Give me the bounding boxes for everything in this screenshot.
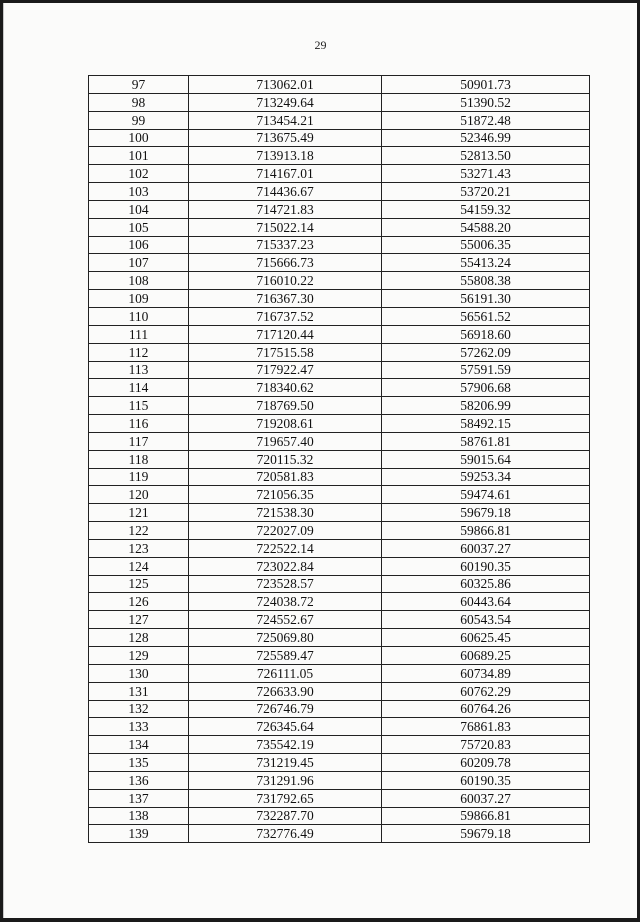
point-number-cell: 126	[89, 593, 189, 611]
y-value-cell: 60762.29	[382, 682, 590, 700]
point-number-cell: 111	[89, 325, 189, 343]
table-row	[89, 539, 590, 557]
x-value-cell: 713062.01	[189, 76, 382, 94]
table-row	[89, 379, 590, 397]
point-number-cell: 119	[89, 468, 189, 486]
y-value-cell: 58761.81	[382, 432, 590, 450]
y-value-cell: 60037.27	[382, 789, 590, 807]
table-row	[89, 664, 590, 682]
y-value-cell: 55808.38	[382, 272, 590, 290]
point-number-cell: 129	[89, 647, 189, 665]
y-value-cell: 60325.86	[382, 575, 590, 593]
point-number-cell: 97	[89, 76, 189, 94]
table-row	[89, 486, 590, 504]
point-number-cell: 112	[89, 343, 189, 361]
point-number-cell: 122	[89, 522, 189, 540]
x-value-cell: 717515.58	[189, 343, 382, 361]
x-value-cell: 715666.73	[189, 254, 382, 272]
point-number-cell: 138	[89, 807, 189, 825]
y-value-cell: 56918.60	[382, 325, 590, 343]
y-value-cell: 56191.30	[382, 290, 590, 308]
point-number-cell: 139	[89, 825, 189, 843]
point-number-cell: 116	[89, 415, 189, 433]
point-number-cell: 110	[89, 307, 189, 325]
x-value-cell: 722522.14	[189, 539, 382, 557]
point-number-cell: 102	[89, 165, 189, 183]
x-value-cell: 725589.47	[189, 647, 382, 665]
table-row	[89, 789, 590, 807]
table-row	[89, 129, 590, 147]
x-value-cell: 717120.44	[189, 325, 382, 343]
point-number-cell: 99	[89, 111, 189, 129]
point-number-cell: 124	[89, 557, 189, 575]
table-row	[89, 183, 590, 201]
x-value-cell: 721056.35	[189, 486, 382, 504]
table-row	[89, 290, 590, 308]
point-number-cell: 114	[89, 379, 189, 397]
table-row	[89, 343, 590, 361]
x-value-cell: 718769.50	[189, 397, 382, 415]
table-row	[89, 647, 590, 665]
point-number-cell: 100	[89, 129, 189, 147]
x-value-cell: 719657.40	[189, 432, 382, 450]
x-value-cell: 725069.80	[189, 629, 382, 647]
table-row	[89, 468, 590, 486]
table-row	[89, 397, 590, 415]
y-value-cell: 60625.45	[382, 629, 590, 647]
point-number-cell: 106	[89, 236, 189, 254]
table-row	[89, 522, 590, 540]
y-value-cell: 55006.35	[382, 236, 590, 254]
table-row	[89, 754, 590, 772]
point-number-cell: 121	[89, 504, 189, 522]
x-value-cell: 715337.23	[189, 236, 382, 254]
y-value-cell: 59866.81	[382, 807, 590, 825]
y-value-cell: 54159.32	[382, 200, 590, 218]
point-number-cell: 109	[89, 290, 189, 308]
x-value-cell: 731219.45	[189, 754, 382, 772]
y-value-cell: 60037.27	[382, 539, 590, 557]
point-number-cell: 107	[89, 254, 189, 272]
point-number-cell: 133	[89, 718, 189, 736]
x-value-cell: 713675.49	[189, 129, 382, 147]
y-value-cell: 55413.24	[382, 254, 590, 272]
x-value-cell: 732287.70	[189, 807, 382, 825]
table-row	[89, 307, 590, 325]
y-value-cell: 58492.15	[382, 415, 590, 433]
y-value-cell: 51872.48	[382, 111, 590, 129]
y-value-cell: 52813.50	[382, 147, 590, 165]
y-value-cell: 75720.83	[382, 736, 590, 754]
table-row	[89, 236, 590, 254]
table-row	[89, 76, 590, 94]
point-number-cell: 101	[89, 147, 189, 165]
x-value-cell: 721538.30	[189, 504, 382, 522]
point-number-cell: 103	[89, 183, 189, 201]
point-number-cell: 120	[89, 486, 189, 504]
y-value-cell: 59015.64	[382, 450, 590, 468]
x-value-cell: 713249.64	[189, 93, 382, 111]
point-number-cell: 127	[89, 611, 189, 629]
x-value-cell: 714721.83	[189, 200, 382, 218]
table-row	[89, 718, 590, 736]
table-row	[89, 218, 590, 236]
x-value-cell: 724038.72	[189, 593, 382, 611]
y-value-cell: 59866.81	[382, 522, 590, 540]
x-value-cell: 720581.83	[189, 468, 382, 486]
table-row	[89, 700, 590, 718]
point-number-cell: 98	[89, 93, 189, 111]
table-row	[89, 504, 590, 522]
table-row	[89, 771, 590, 789]
table-row	[89, 361, 590, 379]
y-value-cell: 53271.43	[382, 165, 590, 183]
y-value-cell: 59474.61	[382, 486, 590, 504]
table-row	[89, 165, 590, 183]
x-value-cell: 732776.49	[189, 825, 382, 843]
y-value-cell: 54588.20	[382, 218, 590, 236]
x-value-cell: 715022.14	[189, 218, 382, 236]
point-number-cell: 118	[89, 450, 189, 468]
x-value-cell: 731291.96	[189, 771, 382, 789]
y-value-cell: 57591.59	[382, 361, 590, 379]
y-value-cell: 51390.52	[382, 93, 590, 111]
x-value-cell: 720115.32	[189, 450, 382, 468]
y-value-cell: 59679.18	[382, 504, 590, 522]
table-row	[89, 432, 590, 450]
point-number-cell: 105	[89, 218, 189, 236]
page-number: 29	[314, 38, 327, 52]
x-value-cell: 726111.05	[189, 664, 382, 682]
x-value-cell: 726633.90	[189, 682, 382, 700]
x-value-cell: 723022.84	[189, 557, 382, 575]
x-value-cell: 718340.62	[189, 379, 382, 397]
table-row	[89, 450, 590, 468]
y-value-cell: 60689.25	[382, 647, 590, 665]
x-value-cell: 716737.52	[189, 307, 382, 325]
point-number-cell: 131	[89, 682, 189, 700]
point-number-cell: 135	[89, 754, 189, 772]
x-value-cell: 731792.65	[189, 789, 382, 807]
y-value-cell: 56561.52	[382, 307, 590, 325]
point-number-cell: 134	[89, 736, 189, 754]
point-number-cell: 108	[89, 272, 189, 290]
y-value-cell: 59679.18	[382, 825, 590, 843]
table-row	[89, 200, 590, 218]
x-value-cell: 723528.57	[189, 575, 382, 593]
table-row	[89, 254, 590, 272]
table-row	[89, 611, 590, 629]
x-value-cell: 716010.22	[189, 272, 382, 290]
table-body	[89, 76, 590, 843]
y-value-cell: 57906.68	[382, 379, 590, 397]
y-value-cell: 60734.89	[382, 664, 590, 682]
document-page	[3, 3, 637, 918]
y-value-cell: 60764.26	[382, 700, 590, 718]
table-row	[89, 736, 590, 754]
point-number-cell: 136	[89, 771, 189, 789]
x-value-cell: 717922.47	[189, 361, 382, 379]
table-row	[89, 807, 590, 825]
table-row	[89, 575, 590, 593]
y-value-cell: 60543.54	[382, 611, 590, 629]
table-row	[89, 557, 590, 575]
x-value-cell: 714167.01	[189, 165, 382, 183]
point-number-cell: 115	[89, 397, 189, 415]
x-value-cell: 726746.79	[189, 700, 382, 718]
point-number-cell: 123	[89, 539, 189, 557]
point-number-cell: 113	[89, 361, 189, 379]
point-number-cell: 137	[89, 789, 189, 807]
coordinate-table	[88, 75, 590, 843]
x-value-cell: 726345.64	[189, 718, 382, 736]
x-value-cell: 719208.61	[189, 415, 382, 433]
x-value-cell: 716367.30	[189, 290, 382, 308]
table-row	[89, 629, 590, 647]
y-value-cell: 50901.73	[382, 76, 590, 94]
table-row	[89, 147, 590, 165]
table-row	[89, 93, 590, 111]
x-value-cell: 735542.19	[189, 736, 382, 754]
y-value-cell: 60209.78	[382, 754, 590, 772]
x-value-cell: 714436.67	[189, 183, 382, 201]
table-row	[89, 415, 590, 433]
y-value-cell: 76861.83	[382, 718, 590, 736]
y-value-cell: 60443.64	[382, 593, 590, 611]
y-value-cell: 57262.09	[382, 343, 590, 361]
table-row	[89, 111, 590, 129]
point-number-cell: 117	[89, 432, 189, 450]
table-row	[89, 682, 590, 700]
y-value-cell: 60190.35	[382, 557, 590, 575]
y-value-cell: 58206.99	[382, 397, 590, 415]
y-value-cell: 53720.21	[382, 183, 590, 201]
y-value-cell: 59253.34	[382, 468, 590, 486]
x-value-cell: 724552.67	[189, 611, 382, 629]
y-value-cell: 52346.99	[382, 129, 590, 147]
y-value-cell: 60190.35	[382, 771, 590, 789]
table-row	[89, 593, 590, 611]
point-number-cell: 125	[89, 575, 189, 593]
table-row	[89, 825, 590, 843]
x-value-cell: 713454.21	[189, 111, 382, 129]
point-number-cell: 132	[89, 700, 189, 718]
point-number-cell: 104	[89, 200, 189, 218]
table-row	[89, 325, 590, 343]
table-row	[89, 272, 590, 290]
point-number-cell: 130	[89, 664, 189, 682]
point-number-cell: 128	[89, 629, 189, 647]
x-value-cell: 713913.18	[189, 147, 382, 165]
x-value-cell: 722027.09	[189, 522, 382, 540]
